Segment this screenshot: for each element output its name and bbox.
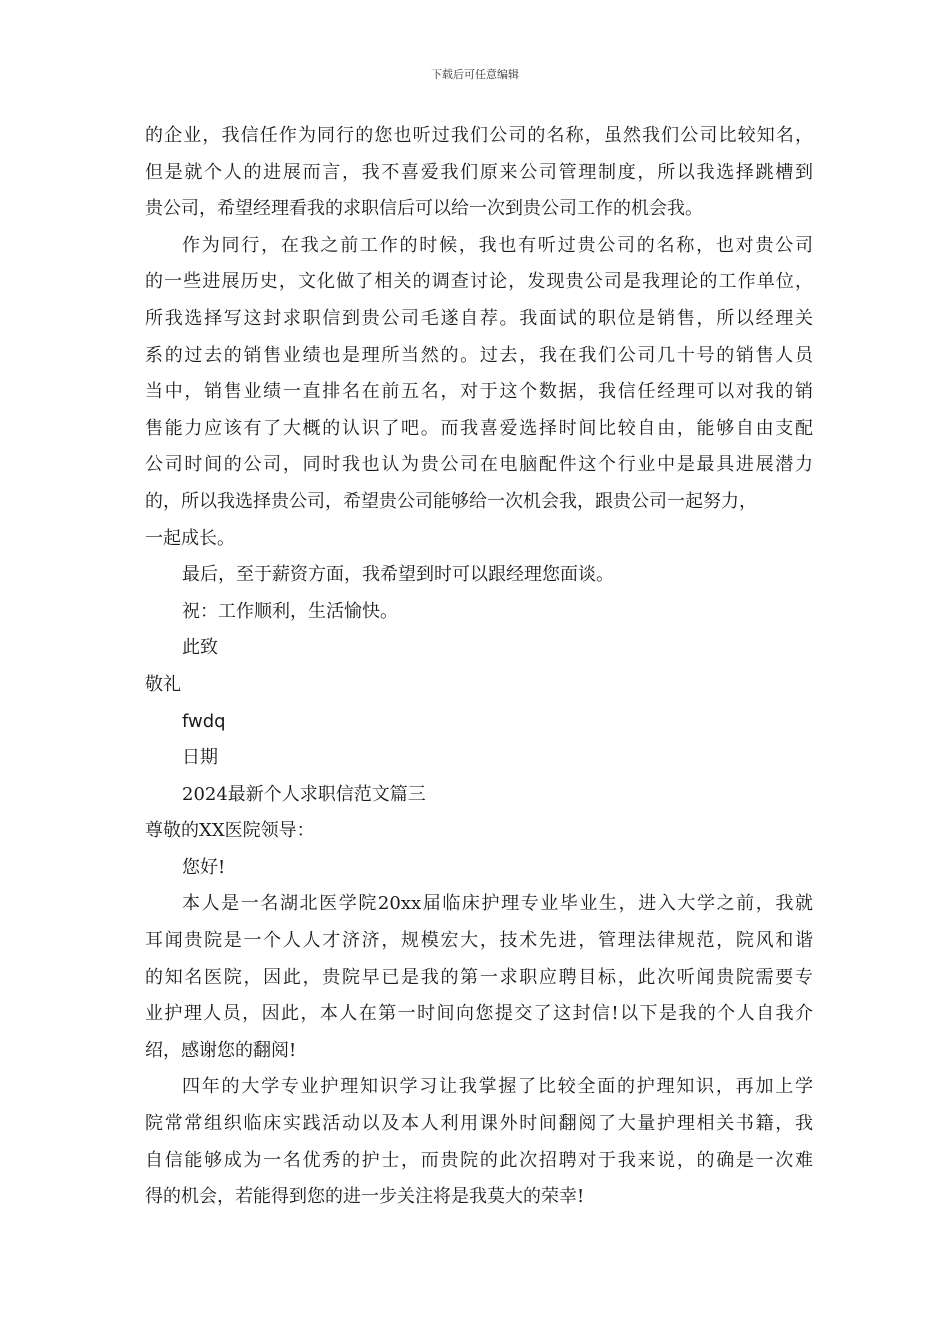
paragraph-2	[145, 228, 813, 557]
text-line: 贵公司，希望经理看我的求职信后可以给一次到贵公司工作的机会我。	[145, 198, 703, 220]
date-line: 日期	[182, 747, 218, 769]
salutation: 尊敬的XX医院领导：	[145, 820, 315, 842]
document-body	[145, 118, 813, 1216]
text-line: 绍，感谢您的翻阅!	[145, 1039, 297, 1061]
text-line: 公司时间的公司，同时我也认为贵公司在电脑配件这个行业中是最具进展潜力	[145, 454, 813, 476]
closing-line-2: 敬礼	[145, 673, 181, 695]
text-line: 的，所以我选择贵公司，希望贵公司能够给一次机会我，跟贵公司一起努力，	[145, 490, 757, 512]
text-line: 得的机会，若能得到您的进一步关注将是我莫大的荣幸!	[145, 1186, 585, 1208]
text-line: 当中，销售业绩一直排名在前五名，对于这个数据，我信任经理可以对我的销	[145, 381, 813, 403]
paragraph-4	[145, 886, 813, 1069]
page-header: 下载后可任意编辑	[431, 68, 519, 81]
text-line: 作为同行，在我之前工作的时候，我也有听过贵公司的名称，也对贵公司	[182, 234, 813, 256]
text-line: 自信能够成为一名优秀的护士，而贵院的此次招聘对于我来说，的确是一次难	[145, 1149, 813, 1171]
text-line: 所我选择写这封求职信到贵公司毛遂自荐。我面试的职位是销售，所以经理关	[145, 307, 813, 329]
text-line: 四年的大学专业护理知识学习让我掌握了比较全面的护理知识，再加上学	[182, 1076, 813, 1098]
text-line: 一起成长。	[145, 527, 235, 549]
signature: fwdq	[182, 710, 226, 732]
text-line: 的知名医院，因此，贵院早已是我的第一求职应聘目标，此次听闻贵院需要专	[145, 966, 813, 988]
paragraph-5	[145, 1069, 813, 1215]
text-line: 业护理人员，因此，本人在第一时间向您提交了这封信!以下是我的个人自我介	[145, 1003, 813, 1025]
text-line: 院常常组织临床实践活动以及本人利用课外时间翻阅了大量护理相关书籍，我	[145, 1113, 813, 1135]
text-line: 耳闻贵院是一个人人才济济，规模宏大，技术先进，管理法律规范，院风和谐	[145, 930, 813, 952]
closing-line-1: 此致	[182, 637, 218, 659]
text-line: 系的过去的销售业绩也是理所当然的。过去，我在我们公司几十号的销售人员	[145, 344, 813, 366]
section-title: 2024最新个人求职信范文篇三	[182, 783, 426, 805]
greeting: 您好!	[182, 856, 226, 878]
text-line: 的一些进展历史，文化做了相关的调查讨论，发现贵公司是我理论的工作单位，	[145, 271, 813, 293]
paragraph-1	[145, 118, 813, 228]
text-line: 本人是一名湖北医学院20xx届临床护理专业毕业生，进入大学之前，我就	[182, 893, 813, 915]
text-line: 的企业，我信任作为同行的您也听过我们公司的名称，虽然我们公司比较知名，	[145, 125, 813, 146]
paragraph-3: 最后，至于薪资方面，我希望到时可以跟经理您面谈。	[182, 564, 614, 586]
text-line: 但是就个人的进展而言，我不喜爱我们原来公司管理制度，所以我选择跳槽到	[145, 161, 813, 183]
wish-line: 祝：工作顺利，生活愉快。	[182, 600, 398, 622]
text-line: 售能力应该有了大概的认识了吧。而我喜爱选择时间比较自由，能够自由支配	[145, 417, 813, 439]
